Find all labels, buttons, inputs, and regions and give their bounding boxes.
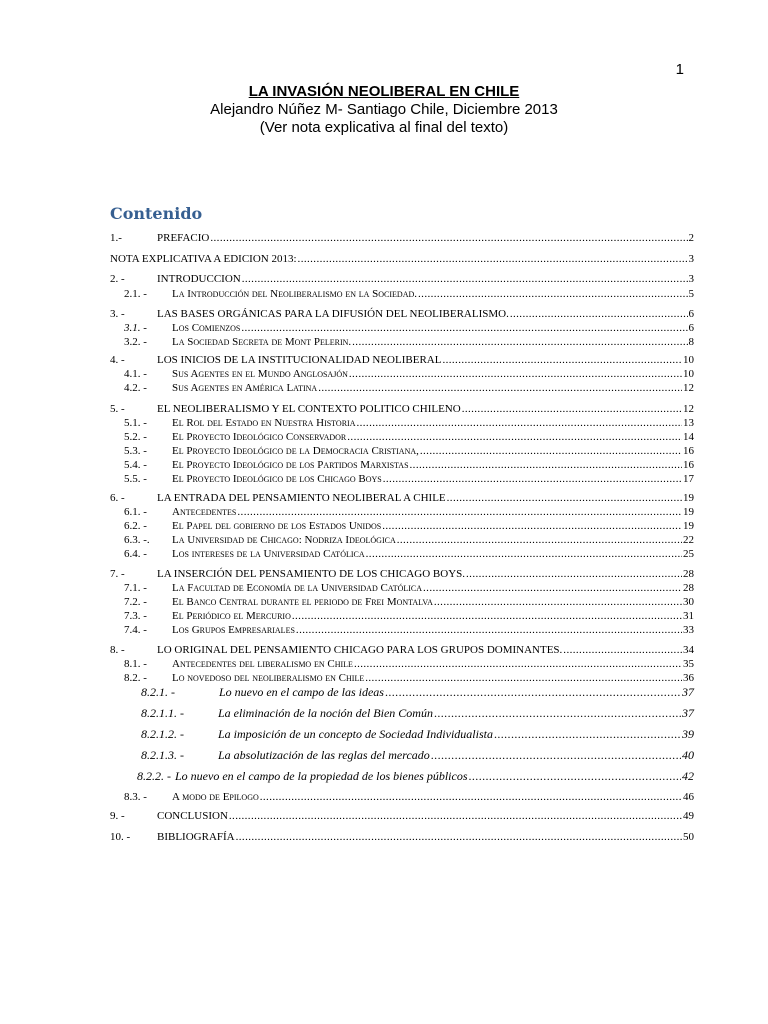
toc-entry-number: 5.2. - [124,431,147,443]
toc-entry-page: 6 [688,308,694,320]
note-line: (Ver nota explicativa al final del texto) [259,119,509,136]
toc-entry-number: 4. - [110,354,125,366]
toc-entry[interactable] [110,307,694,321]
toc-dot-leader [434,595,682,609]
toc-dot-leader [366,547,682,561]
toc-entry-title: Lo novedoso del neoliberalismo en Chile [172,672,365,684]
toc-entry-title: El Proyecto Ideológico de los Partidos Marxistas [172,459,409,471]
toc-entry[interactable] [110,491,694,505]
toc-entry-title: Los Grupos Empresariales [172,624,295,636]
toc-entry-page: 6 [688,322,694,334]
toc-dot-leader [292,609,682,623]
toc-entry-page: 8 [688,336,694,348]
toc-dot-leader [296,623,682,637]
toc-entry-page: 19 [683,520,694,532]
toc-entry-title: El Proyecto Ideológico Conservador [172,431,347,443]
toc-entry-title: LA ENTRADA DEL PENSAMIENTO NEOLIBERAL A CHILE [157,492,446,504]
toc-entry-page: 39 [682,727,694,741]
toc-dot-leader [434,706,681,720]
toc-entry-page: 16 [683,445,694,457]
toc-entry-number: 6.1. - [124,506,147,518]
toc-entry-title: Lo nuevo en el campo de la propiedad de los bienes públicos [175,769,468,783]
toc-entry-number: 2. - [110,273,125,285]
toc-entry-number: 1.- [110,232,122,244]
toc-dot-leader [383,472,682,486]
toc-entry[interactable] [124,472,694,486]
toc-entry[interactable] [124,657,694,671]
toc-dot-leader [349,367,682,381]
toc-entry-title: Sus Agentes en el Mundo Anglosajón [172,368,348,380]
toc-dot-leader [494,727,681,741]
toc-dot-leader [318,381,682,395]
toc-entry-number: 8.2.2. - [137,769,171,783]
toc-entry[interactable] [137,769,694,783]
toc-entry-number: 4.2. - [124,382,147,394]
toc-entry[interactable] [110,643,694,657]
author-line: Alejandro Núñez M- Santiago Chile, Diciembre 2013 [210,101,558,118]
toc-dot-leader [442,353,682,367]
toc-entry-page: 14 [683,431,694,443]
toc-entry-page: 10 [683,354,694,366]
toc-dot-leader [242,272,688,286]
toc-dot-leader [236,830,682,844]
toc-entry-page: 36 [683,672,694,684]
toc-dot-leader [385,685,681,699]
toc-entry-title: El Periódico el Mercurio [172,610,291,622]
toc-entry-number: 8.2. - [124,672,147,684]
toc-entry[interactable] [124,533,694,547]
toc-dot-leader [423,581,682,595]
toc-entry-number: 5.1. - [124,417,147,429]
toc-dot-leader [510,307,688,321]
toc-entry-number: 7.1. - [124,582,147,594]
toc-entry-page: 10 [683,368,694,380]
toc-entry[interactable] [141,706,694,720]
toc-dot-leader [352,335,687,349]
toc-dot-leader [431,748,681,762]
toc-entry-title: CONCLUSION [157,810,228,822]
toc-dot-leader [365,671,682,685]
toc-entry-title: LAS BASES ORGÁNICAS PARA LA DIFUSIÓN DEL NEOLIBERALISMO. [157,308,509,320]
toc-entry-title: Los Comienzos [172,322,241,334]
toc-entry-number: 3.1. - [124,322,147,334]
toc-entry[interactable] [141,748,694,762]
toc-entry-title: El Banco Central durante el periodo de Frei Montalva [172,596,433,608]
toc-entry-page: 31 [683,610,694,622]
toc-entry[interactable] [124,430,694,444]
toc-entry-number: 6.4. - [124,548,147,560]
toc-entry-title: NOTA EXPLICATIVA A EDICION 2013: [110,253,297,265]
toc-entry[interactable] [110,353,694,367]
toc-dot-leader [418,287,687,301]
toc-entry-title: LA INSERCIÓN DEL PENSAMIENTO DE LOS CHICAGO BOYS. [157,568,466,580]
toc-entry-number: 5.5. - [124,473,147,485]
toc-entry-page: 16 [683,459,694,471]
toc-entry-page: 33 [683,624,694,636]
toc-entry-number: 9. - [110,810,125,822]
toc-entry-title: La eliminación de la noción del Bien Común [218,706,433,720]
toc-dot-leader [237,505,682,519]
toc-entry[interactable] [124,444,694,458]
toc-entry[interactable] [141,685,694,699]
toc-entry[interactable] [124,367,694,381]
toc-entry-title: LOS INICIOS DE LA INSTITUCIONALIDAD NEOLIBERAL [157,354,442,366]
toc-entry[interactable] [141,727,694,741]
toc-entry-number: 2.1. - [124,288,147,300]
toc-entry-page: 2 [688,232,694,244]
toc-dot-leader [354,657,682,671]
toc-entry-page: 37 [682,685,694,699]
toc-entry-number: 5. - [110,403,125,415]
toc-entry-number: 3. - [110,308,125,320]
toc-entry-page: 30 [683,596,694,608]
toc-entry-title: El Rol del Estado en Nuestra Historia [172,417,356,429]
toc-entry[interactable] [124,671,694,685]
toc-entry-page: 28 [683,582,694,594]
toc-entry-page: 22 [683,534,694,546]
toc-entry-number: 6. - [110,492,125,504]
toc-entry-number: 10. - [110,831,131,843]
toc-entry[interactable] [124,381,694,395]
toc-entry[interactable] [124,609,694,623]
toc-entry-number: 8.1. - [124,658,147,670]
toc-entry-number: 4.1. - [124,368,147,380]
toc-dot-leader [397,533,682,547]
toc-entry-title: La absolutización de las reglas del mercado [218,748,430,762]
toc-entry-page: 28 [683,568,694,580]
toc-entry-title: EL NEOLIBERALISMO Y EL CONTEXTO POLITICO CHILENO [157,403,461,415]
toc-entry-title: El Proyecto Ideológico de la Democracia Cristiana, [172,445,419,457]
toc-entry-number: 5.3. - [124,445,147,457]
toc-entry-page: 35 [683,658,694,670]
toc-entry[interactable] [124,623,694,637]
toc-dot-leader [469,769,682,783]
toc-dot-leader [410,458,682,472]
toc-entry-page: 19 [683,506,694,518]
toc-entry-title: Antecedentes [172,506,237,518]
page-number: 1 [675,61,684,78]
toc-entry-number: 5.4. - [124,459,147,471]
toc-entry-title: BIBLIOGRAFÍA [157,831,235,843]
toc-entry-title: La Universidad de Chicago: Nodriza Ideológica [172,534,396,546]
toc-dot-leader [563,643,682,657]
toc-entry-page: 12 [683,403,694,415]
toc-entry-title: PREFACIO [157,232,210,244]
toc-entry-page: 12 [683,382,694,394]
toc-entry[interactable] [110,809,694,823]
toc-dot-leader [356,416,682,430]
toc-dot-leader [260,790,682,804]
toc-entry-number: 7.4. - [124,624,147,636]
toc-entry-number: 8.2.1.2. - [141,727,184,741]
toc-entry[interactable] [124,595,694,609]
toc-entry[interactable] [124,416,694,430]
toc-entry-title: INTRODUCCION [157,273,241,285]
toc-entry-title: La Sociedad Secreta de Mont Pelerin. [172,336,352,348]
toc-entry[interactable] [124,790,694,804]
toc-entry-page: 46 [683,791,694,803]
toc-entry-page: 17 [683,473,694,485]
toc-entry[interactable] [124,581,694,595]
toc-entry-page: 37 [682,706,694,720]
toc-entry-page: 50 [683,831,694,843]
toc-entry[interactable] [124,335,694,349]
toc-entry[interactable] [110,567,694,581]
toc-entry-title: LO ORIGINAL DEL PENSAMIENTO CHICAGO PARA LOS GRUPOS DOMINANTES. [157,644,563,656]
toc-entry[interactable] [110,402,694,416]
toc-dot-leader [447,491,682,505]
toc-entry-title: A modo de Epilogo [172,791,259,803]
toc-entry-number: 8. - [110,644,125,656]
toc-dot-leader [298,252,688,266]
toc-dot-leader [210,231,687,245]
toc-dot-leader [420,444,682,458]
toc-entry-title: Lo nuevo en el campo de las ideas [219,685,384,699]
toc-entry[interactable] [110,252,694,266]
toc-entry-page: 49 [683,810,694,822]
toc-entry[interactable] [124,321,694,335]
toc-entry[interactable] [124,458,694,472]
toc-entry-number: 6.3. -. [124,534,150,546]
toc-entry-number: 8.2.1.3. - [141,748,184,762]
toc-entry-title: Sus Agentes en América Latina [172,382,318,394]
toc-entry[interactable] [110,272,694,286]
toc-entry-page: 42 [682,769,694,783]
toc-entry-page: 25 [683,548,694,560]
toc-entry[interactable] [110,830,694,844]
toc-entry-number: 7.3. - [124,610,147,622]
toc-entry-title: El Papel del gobierno de los Estados Unidos [172,520,382,532]
toc-entry[interactable] [124,287,694,301]
toc-entry-page: 40 [682,748,694,762]
toc-entry-title: El Proyecto Ideológico de los Chicago Boys [172,473,382,485]
toc-entry-page: 5 [688,288,694,300]
toc-heading: Contenido [110,204,203,223]
toc-dot-leader [462,402,682,416]
toc-entry[interactable] [124,547,694,561]
toc-entry-number: 3.2. - [124,336,147,348]
toc-entry-title: Antecedentes del liberalismo en Chile [172,658,353,670]
toc-dot-leader [466,567,682,581]
toc-entry-number: 8.2.1. - [141,685,175,699]
toc-entry-number: 6.2. - [124,520,147,532]
toc-entry[interactable] [124,505,694,519]
toc-dot-leader [382,519,682,533]
toc-entry-page: 19 [683,492,694,504]
document-header [0,83,768,137]
toc-entry-page: 13 [683,417,694,429]
toc-entry-title: Los intereses de la Universidad Católica [172,548,365,560]
toc-entry-number: 7. - [110,568,125,580]
toc-dot-leader [229,809,682,823]
toc-entry-page: 34 [683,644,694,656]
toc-entry-number: 7.2. - [124,596,147,608]
toc-dot-leader [241,321,687,335]
toc-entry-page: 3 [688,253,694,265]
toc-entry-title: La Introducción del Neoliberalismo en la Sociedad. [172,288,418,300]
toc-entry[interactable] [124,519,694,533]
toc-entry-title: La imposición de un concepto de Sociedad Individualista [218,727,493,741]
toc-entry-number: 8.2.1.1. - [141,706,184,720]
toc-entry[interactable] [110,231,694,245]
toc-entry-number: 8.3. - [124,791,147,803]
toc-dot-leader [347,430,682,444]
toc-entry-page: 3 [688,273,694,285]
document-title: LA INVASIÓN NEOLIBERAL EN CHILE [248,83,520,100]
toc-entry-title: La Facultad de Economía de la Universidad Católica [172,582,423,594]
